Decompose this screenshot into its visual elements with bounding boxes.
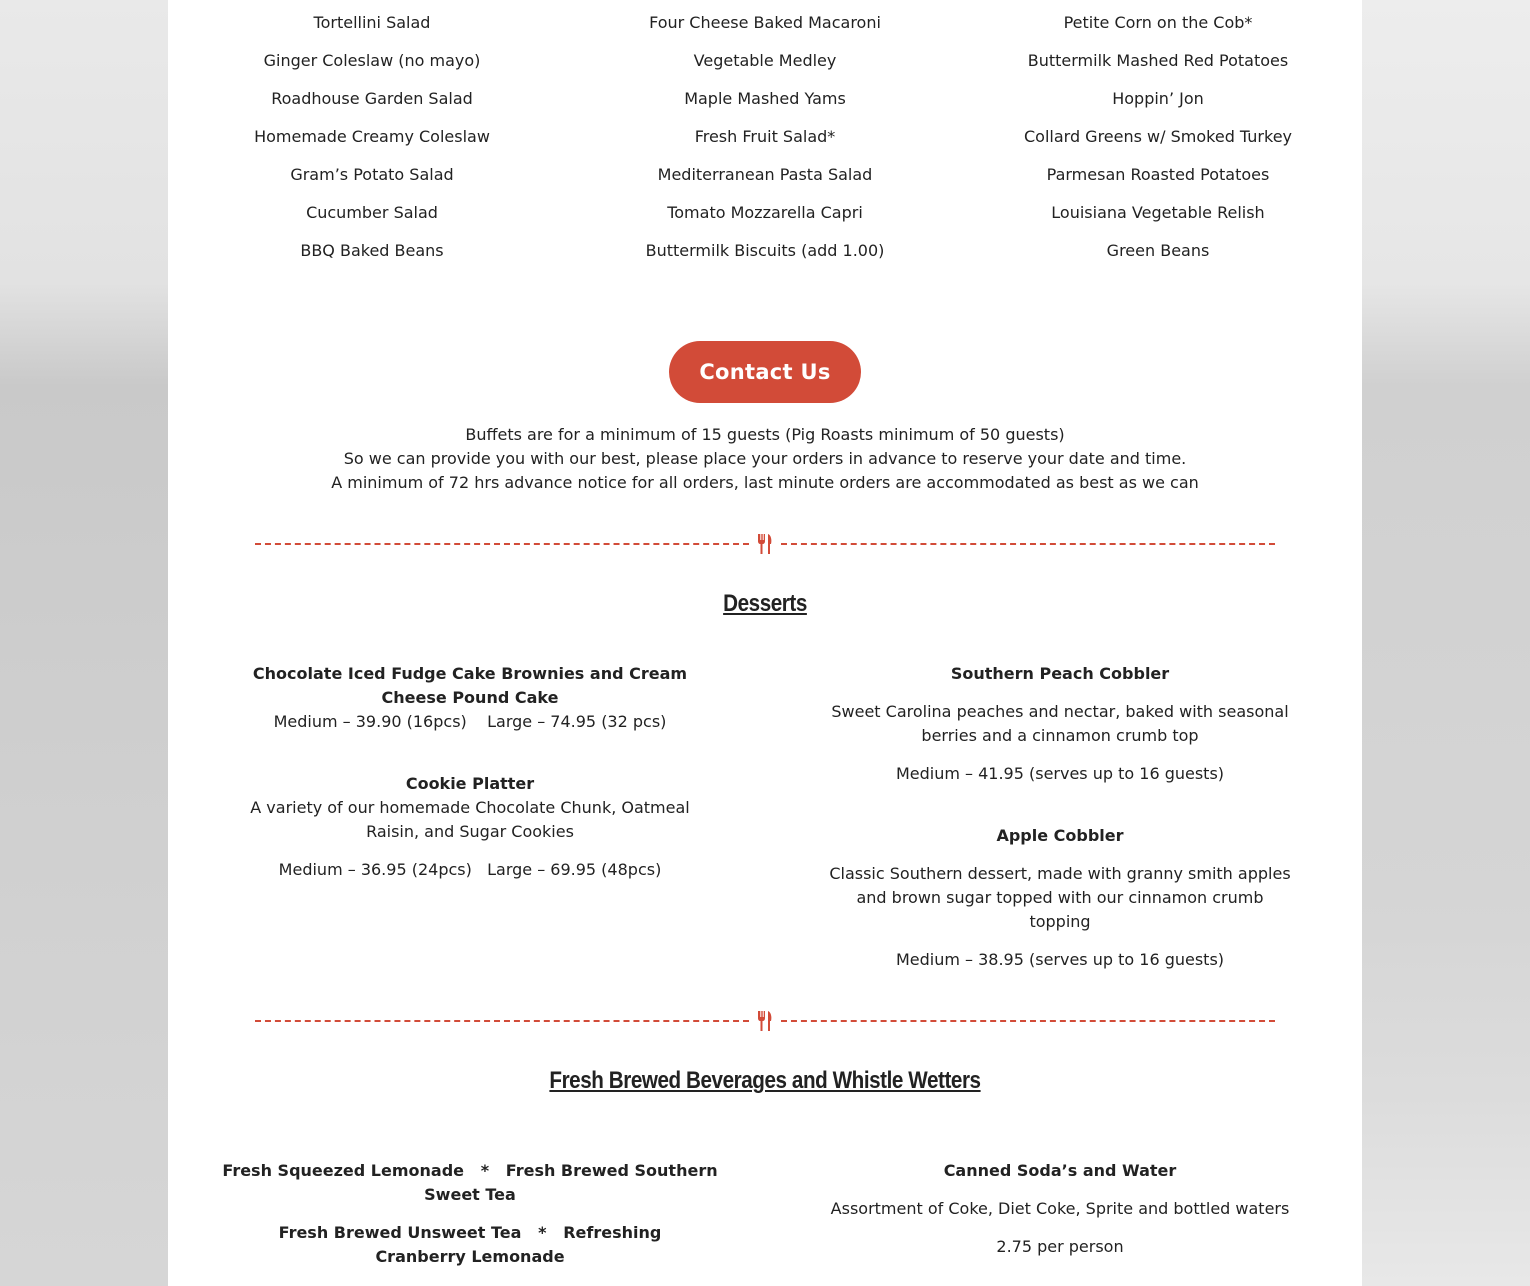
item-price: Medium – 36.95 (24pcs) Large – 69.95 (48pcs) bbox=[278, 860, 662, 879]
side-item: Louisiana Vegetable Relish bbox=[1051, 203, 1265, 222]
contact-us-button[interactable]: Contact Us bbox=[669, 341, 861, 403]
item-price: Medium – 38.95 (serves up to 16 guests) bbox=[895, 950, 1225, 969]
side-item: Roadhouse Garden Salad bbox=[271, 89, 473, 108]
fork-knife-icon bbox=[755, 1009, 775, 1033]
sides-column-3 bbox=[958, 11, 1358, 277]
sides-column-2 bbox=[565, 11, 965, 277]
divider-line bbox=[781, 1020, 1275, 1022]
side-item: Collard Greens w/ Smoked Turkey bbox=[1023, 127, 1292, 146]
side-item: Vegetable Medley bbox=[693, 51, 837, 70]
side-item: Fresh Fruit Salad* bbox=[694, 127, 836, 146]
background-left bbox=[0, 0, 168, 1286]
item-price: 2.75 per person bbox=[996, 1237, 1124, 1256]
side-item: Four Cheese Baked Macaroni bbox=[649, 13, 881, 32]
side-item: Tomato Mozzarella Capri bbox=[667, 203, 863, 222]
apple-cobbler-item bbox=[810, 824, 1310, 972]
ordering-notes bbox=[168, 423, 1362, 495]
brewed-beverages-item bbox=[220, 1159, 724, 1269]
side-item: Homemade Creamy Coleslaw bbox=[254, 127, 490, 146]
side-item: Hoppin’ Jon bbox=[1112, 89, 1204, 108]
side-item: Tortellini Salad bbox=[313, 13, 431, 32]
note-line: So we can provide you with our best, please place your orders in advance to reserve your date and time. bbox=[343, 449, 1187, 468]
desserts-heading: Desserts bbox=[723, 590, 807, 617]
item-description: Classic Southern dessert, made with granny smith apples and brown sugar topped with our cinnamon crumb topping bbox=[829, 864, 1291, 931]
side-item: Ginger Coleslaw (no mayo) bbox=[263, 51, 481, 70]
note-line: A minimum of 72 hrs advance notice for all orders, last minute orders are accommodated as best as we can bbox=[331, 473, 1199, 492]
divider-line bbox=[255, 1020, 749, 1022]
item-title: Chocolate Iced Fudge Cake Brownies and Cream Cheese Pound Cake bbox=[252, 664, 688, 707]
side-item: BBQ Baked Beans bbox=[300, 241, 444, 260]
side-item: Green Beans bbox=[1106, 241, 1210, 260]
item-price: Medium – 41.95 (serves up to 16 guests) bbox=[895, 764, 1225, 783]
item-title: Apple Cobbler bbox=[996, 826, 1124, 845]
beverages-heading: Fresh Brewed Beverages and Whistle Wetters bbox=[549, 1067, 981, 1094]
item-description: Sweet Carolina peaches and nectar, baked with seasonal berries and a cinnamon crumb top bbox=[831, 702, 1289, 745]
background-right bbox=[1362, 0, 1530, 1286]
item-description: A variety of our homemade Chocolate Chunk, Oatmeal Raisin, and Sugar Cookies bbox=[250, 798, 690, 841]
side-item: Maple Mashed Yams bbox=[684, 89, 846, 108]
menu-page bbox=[168, 0, 1362, 1286]
beverage-line: Fresh Brewed Unsweet Tea * Refreshing Cranberry Lemonade bbox=[278, 1223, 667, 1266]
fork-knife-icon bbox=[755, 532, 775, 556]
side-item: Mediterranean Pasta Salad bbox=[657, 165, 873, 184]
peach-cobbler-item bbox=[810, 662, 1310, 786]
item-title: Southern Peach Cobbler bbox=[950, 664, 1170, 683]
soda-water-item bbox=[810, 1159, 1310, 1259]
divider-line bbox=[781, 543, 1275, 545]
side-item: Parmesan Roasted Potatoes bbox=[1046, 165, 1270, 184]
divider-line bbox=[255, 543, 749, 545]
side-item: Gram’s Potato Salad bbox=[290, 165, 454, 184]
cookie-platter-item bbox=[218, 772, 722, 882]
side-item: Buttermilk Biscuits (add 1.00) bbox=[645, 241, 885, 260]
item-price: Medium – 39.90 (16pcs) Large – 74.95 (32 pcs) bbox=[273, 712, 667, 731]
sides-column-1 bbox=[172, 11, 572, 277]
section-divider bbox=[255, 1009, 1275, 1033]
note-line: Buffets are for a minimum of 15 guests (Pig Roasts minimum of 50 guests) bbox=[465, 425, 1065, 444]
item-title: Canned Soda’s and Water bbox=[943, 1161, 1177, 1180]
item-description: Assortment of Coke, Diet Coke, Sprite and bottled waters bbox=[830, 1199, 1290, 1218]
brownies-item bbox=[218, 662, 722, 734]
side-item: Buttermilk Mashed Red Potatoes bbox=[1027, 51, 1289, 70]
side-item: Petite Corn on the Cob* bbox=[1063, 13, 1253, 32]
side-item: Cucumber Salad bbox=[306, 203, 438, 222]
item-title: Cookie Platter bbox=[405, 774, 535, 793]
section-divider bbox=[255, 532, 1275, 556]
beverage-line: Fresh Squeezed Lemonade * Fresh Brewed Southern Sweet Tea bbox=[222, 1161, 724, 1204]
